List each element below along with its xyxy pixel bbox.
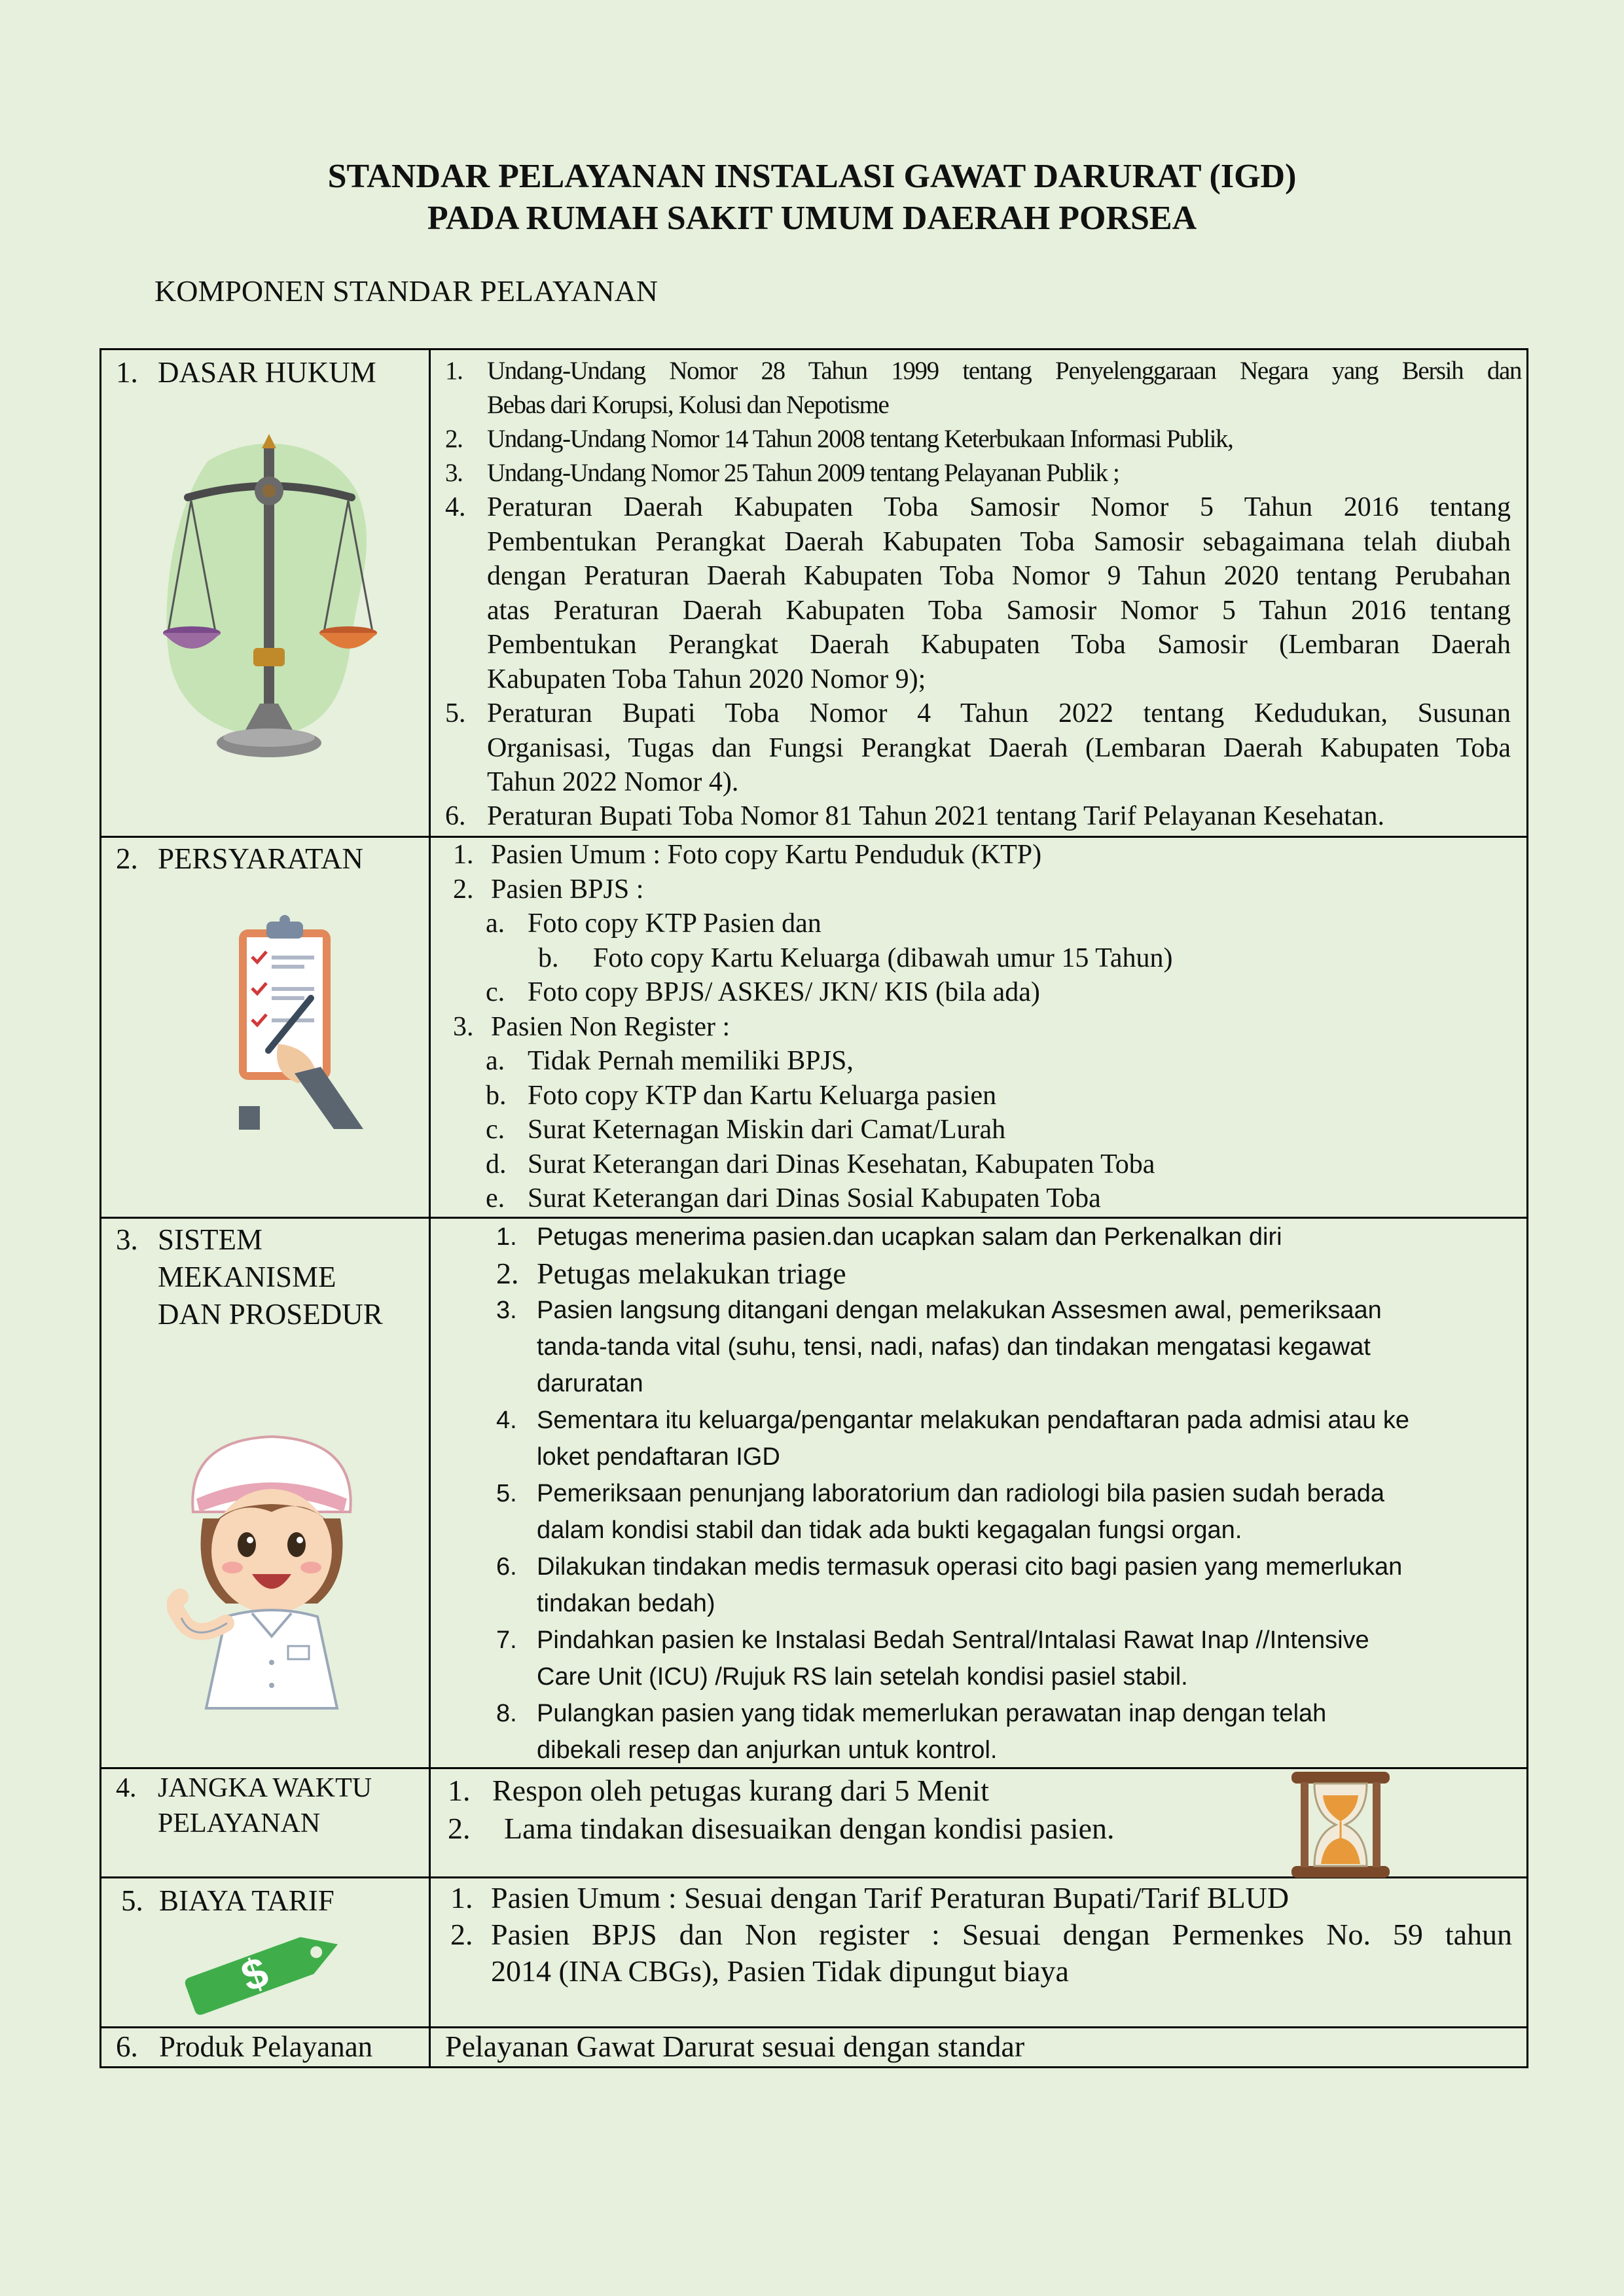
row-label: BIAYA TARIF bbox=[159, 1884, 334, 1917]
row-label: DAN PROSEDUR bbox=[158, 1298, 383, 1331]
table-row-biaya-tarif bbox=[101, 1878, 1528, 2028]
row-label-cell bbox=[101, 837, 430, 1218]
table-row-jangka-waktu bbox=[101, 1768, 1528, 1878]
row-label-cell bbox=[101, 350, 430, 837]
row-label: MEKANISME bbox=[158, 1261, 336, 1293]
row-label-cell bbox=[101, 1218, 430, 1768]
row-label: SISTEM bbox=[158, 1223, 263, 1256]
row-number: 3. bbox=[116, 1223, 138, 1256]
standard-table bbox=[99, 348, 1528, 2068]
document-title bbox=[0, 156, 1624, 240]
row-label: DASAR HUKUM bbox=[158, 356, 376, 389]
table-row-dasar-hukum bbox=[101, 350, 1528, 837]
row-label: JANGKA WAKTU bbox=[158, 1773, 372, 1803]
hourglass-icon bbox=[1285, 1769, 1396, 1880]
row-content-cell: 1. Petugas menerima pasien.dan ucapkan salam dan Perkenalkan diri 2. Petugas melakukan triage 3. Pasien langsung ditangani dengan melakukan Assesmen awal, pemeriksaan tanda-tanda vital (suhu, tensi, nadi, nafas) dan tindakan mengatasi kegawat daruratan 4. Sementara itu keluarga/pengantar melakukan pendaftaran pada admisi atau ke loket pendaftaran IGD 5. Pemeriksaan penunjang laboratorium dan radiologi bila pasien sudah berada dalam kondisi stabil dan tidak ada bukti kegagalan fungsi organ. 6. Dilakukan tindakan medis termasuk operasi cito bagi pasien yang memerlukan tindakan bedah) 7. Pindahkan pasien ke Instalasi Bedah Sentral/Intalasi Rawat Inap //Intensive Care Unit (ICU) /Rujuk RS lain setelah kondisi pasiel stabil. 8. Pulangkan pasien yang tidak memerlukan perawatan inap dengan telah dibekali resep dan anjurkan untuk kontrol. bbox=[430, 1218, 1528, 1768]
title-line-1: STANDAR PELAYANAN INSTALASI GAWAT DARURAT (IGD) bbox=[327, 158, 1297, 195]
row-number: 5. bbox=[121, 1884, 143, 1917]
nurse-icon bbox=[167, 1427, 376, 1715]
row-number: 1. bbox=[116, 356, 138, 389]
row-label: PELAYANAN bbox=[158, 1808, 321, 1839]
row-content-cell: 1. Pasien Umum : Foto copy Kartu Penduduk (KTP) 2. Pasien BPJS : a. Foto copy KTP Pasien dan b. Foto copy Kartu Keluarga (dibawah umur 15 Tahun) c. Foto copy BPJS/ ASKES/ JKN/ KIS (bila ada) 3. Pasien Non Register : a. Tidak Pernah memiliki BPJS, b. Foto copy KTP dan Kartu Keluarga pasien c. Surat Keternagan Miskin dari Camat/Lurah d. Surat Keterangan dari Dinas Kesehatan, Kabupaten Toba e. Surat Keterangan dari Dinas Sosial Kabupaten Toba bbox=[430, 837, 1528, 1218]
money-tag-icon bbox=[179, 1924, 355, 2016]
table-row-persyaratan bbox=[101, 837, 1528, 1218]
section-subtitle: KOMPONEN STANDAR PELAYANAN bbox=[154, 274, 659, 308]
row-number: 4. bbox=[116, 1773, 137, 1803]
table-row-sistem-mekanisme bbox=[101, 1218, 1528, 1768]
row-label: PERSYARATAN bbox=[158, 842, 363, 875]
svg-text:$: $ bbox=[234, 1946, 274, 2001]
row-content-cell: 1. Undang-Undang Nomor 28 Tahun 1999 tentang Penyelenggaraan Negara yang Bersih dan Bebas dari Korupsi, Kolusi dan Nepotisme 2. Undang-Undang Nomor 14 Tahun 2008 tentang Keterbukaan Informasi Publik, 3. Undang-Undang Nomor 25 Tahun 2009 tentang Pelayanan Publik ; 4. Peraturan Daerah Kabupaten Toba Samosir Nomor 5 Tahun 2016 tentang Pembentukan Perangkat Daerah Kabupaten Toba Samosir sebagaimana telah diubah dengan Peraturan Daerah Kabupaten Toba Nomor 9 Tahun 2020 tentang Perubahan atas Peraturan Daerah Kabupaten Toba Samosir Nomor 5 Tahun 2016 tentang Pembentukan Perangkat Daerah Kabupaten Toba Samosir (Lembaran Daerah Kabupaten Toba Tahun 2020 Nomor 9); 5. Peraturan Bupati Toba Nomor 4 Tahun 2022 tentang Kedudukan, Susunan Organisasi, Tugas dan Fungsi Perangkat Daerah (Lembaran Daerah Kabupaten Toba Tahun 2022 Nomor 4). 6. Peraturan Bupati Toba Nomor 81 Tahun 2021 tentang Tarif Pelayanan Kesehatan. bbox=[430, 350, 1528, 837]
title-line-2: PADA RUMAH SAKIT UMUM DAERAH PORSEA bbox=[427, 200, 1197, 237]
row-content-cell bbox=[430, 2028, 1528, 2068]
row-content-cell: 1. Pasien Umum : Sesuai dengan Tarif Peraturan Bupati/Tarif BLUD 2. Pasien BPJS dan Non register : Sesuai dengan Permenkes No. 59 tahun 2014 (INA CBGs), Pasien Tidak dipungut biaya bbox=[430, 1878, 1528, 2028]
row-label: Produk Pelayanan bbox=[159, 2030, 373, 2063]
row-number: 2. bbox=[116, 842, 138, 875]
produk-text: Pelayanan Gawat Darurat sesuai dengan standar bbox=[445, 2030, 1025, 2063]
table-row-produk-pelayanan bbox=[101, 2028, 1528, 2068]
row-label-cell bbox=[101, 1768, 430, 1878]
row-label-cell bbox=[101, 1878, 430, 2028]
scales-of-justice-icon bbox=[162, 422, 378, 789]
checklist-clipboard-icon bbox=[232, 910, 376, 1132]
row-label-cell bbox=[101, 2028, 430, 2068]
row-content-cell: 1. Respon oleh petugas kurang dari 5 Menit 2. Lama tindakan disesuaikan dengan kondisi pasien. bbox=[430, 1768, 1528, 1878]
row-number: 6. bbox=[116, 2030, 138, 2063]
